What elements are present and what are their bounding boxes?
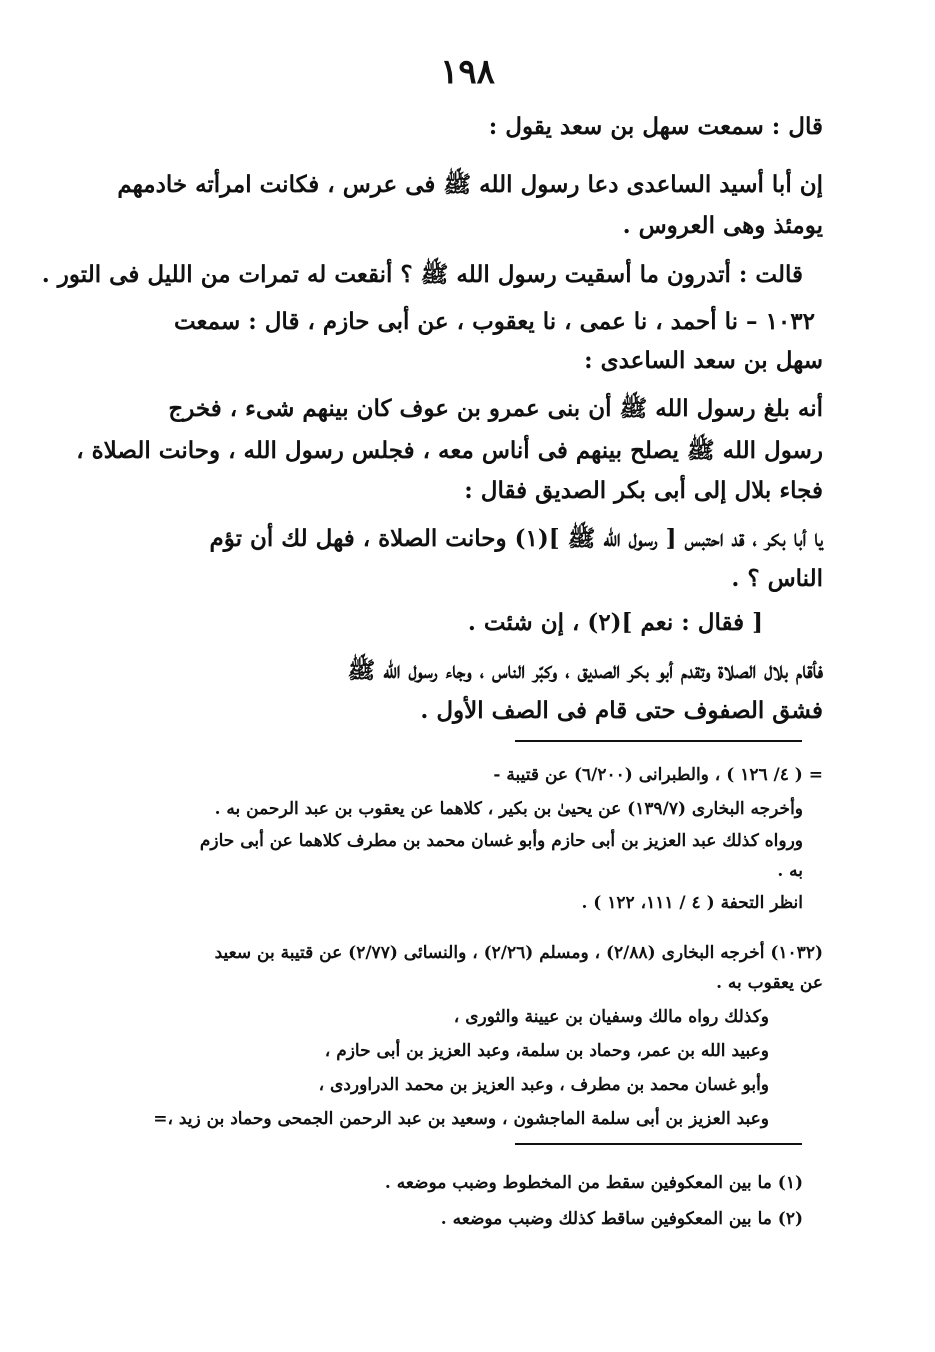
page-number: ١٩٨: [440, 52, 495, 92]
note-line: (١٠٣٢) أخرجه البخارى (٢/٨٨) ، ومسلم (٢/٢٦) ، والنسائى (٢/٧٧) عن قتيبة بن سعيد: [214, 943, 823, 963]
text-line: [ فقال : نعم ](٢) ، إن شئت .: [467, 609, 763, 636]
note-line: وكذلك رواه مالك وسفيان بن عيينة والثورى ،: [453, 1007, 769, 1027]
note-line: انظر التحفة ( ٤ / ١١١، ١٢٢ ) .: [581, 893, 803, 913]
note-line: وعبيد الله بن عمر، وحماد بن سلمة، وعبد العزيز بن أبى حازم ،: [324, 1041, 769, 1061]
note-line: = ( ٤/ ١٢٦ ) ، والطبرانى (٦/٢٠٠) عن قتيبة -: [493, 765, 823, 785]
note-line: وأبو غسان محمد بن مطرف ، وعبد العزيز بن محمد الدراوردى ،: [318, 1075, 769, 1095]
footnote-2: (٢) ما بين المعكوفين ساقط كذلك وضبب موضعه .: [440, 1209, 803, 1229]
text-line: فأقام بلال الصلاة وتقدم أبو بكر الصديق ، وكبّر الناس ، وجاء رسول الله ﷺ: [347, 657, 823, 684]
footnote-1: (١) ما بين المعكوفين سقط من المخطوط وضبب موضعه .: [384, 1173, 803, 1193]
note-line: عن يعقوب به .: [716, 973, 823, 993]
text-line: رسول الله ﷺ يصلح بينهم فى أناس معه ، فجلس رسول الله ، وحانت الصلاة ،: [76, 437, 823, 464]
text-line: قال : سمعت سهل بن سعد يقول :: [488, 113, 823, 140]
text-line: الناس ؟ .: [731, 565, 823, 592]
hadith-number-line: ١٠٣٢ – نا أحمد ، نا عمى ، نا يعقوب ، عن أبى حازم ، قال : سمعت: [173, 308, 815, 335]
text-line: قالت : أتدرون ما أسقيت رسول الله ﷺ ؟ أنقعت له تمرات من الليل فى التور .: [41, 261, 803, 288]
text-line: إن أبا أسيد الساعدى دعا رسول الله ﷺ فى عرس ، فكانت امرأته خادمهم: [117, 171, 823, 198]
text-line: فجاء بلال إلى أبى بكر الصديق فقال :: [464, 477, 823, 504]
note-line: وأخرجه البخارى (١٣٩/٧) عن يحيىٰ بن بكير ، كلاهما عن يعقوب بن عبد الرحمن به .: [214, 799, 803, 819]
separator-rule: [515, 1143, 802, 1145]
text-line: سهل بن سعد الساعدى :: [584, 347, 823, 374]
separator-rule: [515, 740, 802, 742]
note-line: وعبد العزيز بن أبى سلمة الماجشون ، وسعيد بن عبد الرحمن الجمحى وحماد بن زيد ،=: [153, 1109, 769, 1129]
text-line: فشق الصفوف حتى قام فى الصف الأول .: [420, 697, 823, 724]
text-line: أنه بلغ رسول الله ﷺ أن بنى عمرو بن عوف كان بينهم شىء ، فخرج: [168, 395, 823, 422]
note-line: به .: [777, 861, 803, 881]
text-line: يومئذ وهى العروس .: [622, 212, 823, 239]
text-line: يا أبا بكر ، قد احتبس [ رسول الله ﷺ ](١) وحانت الصلاة ، فهل لك أن تؤم: [209, 525, 823, 552]
note-line: ورواه كذلك عبد العزيز بن أبى حازم وأبو غسان محمد بن مطرف كلاهما عن أبى حازم: [199, 831, 803, 851]
